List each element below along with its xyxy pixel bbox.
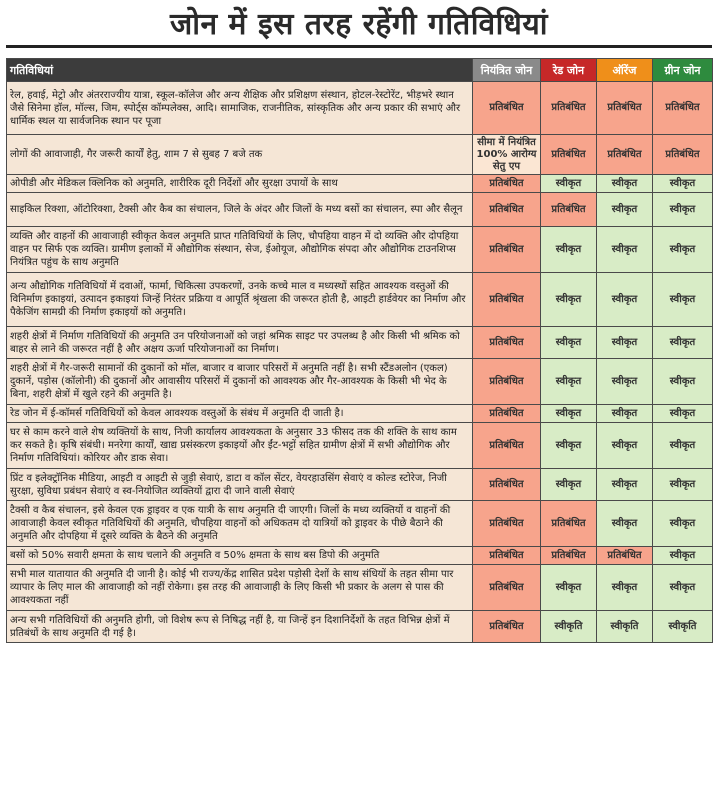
table-row	[7, 565, 713, 611]
green-zone-status: स्वीकृत	[653, 547, 713, 565]
controlled-zone-status: प्रतिबंधित	[473, 501, 541, 547]
header-orange-zone: ऑरेंज	[597, 59, 653, 82]
red-zone-status: प्रतिबंधित	[541, 193, 597, 227]
green-zone-status: स्वीकृत	[653, 193, 713, 227]
controlled-zone-status: प्रतिबंधित	[473, 327, 541, 359]
table-row	[7, 135, 713, 175]
red-zone-status: स्वीकृत	[541, 423, 597, 469]
activity-cell: व्यक्ति और वाहनों की आवाजाही स्वीकृत केवल अनुमति प्राप्त गतिविधियों के लिए, चौपहिया वाहन में दो व्यक्ति और दोपहिया वाहन पर सिर्फ एक व्यक्ति। ग्रामीण इलाकों में औद्योगिक संस्थान, सेज, ईओयूज, औद्योगिक संपदा और औद्योगिक टाउनशिप्स नियंत्रित पहुंच के साथ अनुमति	[7, 227, 473, 273]
red-zone-status: स्वीकृति	[541, 611, 597, 643]
green-zone-status: स्वीकृत	[653, 469, 713, 501]
table-row	[7, 405, 713, 423]
green-zone-status: स्वीकृत	[653, 405, 713, 423]
header-green-zone: ग्रीन जोन	[653, 59, 713, 82]
header-controlled-zone: नियंत्रित जोन	[473, 59, 541, 82]
table-row	[7, 547, 713, 565]
orange-zone-status: स्वीकृत	[597, 175, 653, 193]
activity-cell: सभी माल यातायात की अनुमति दी जानी है। कोई भी राज्य/केंद्र शासित प्रदेश पड़ोसी देशों के साथ संधियों के तहत सीमा पार व्यापार के लिए माल की आवाजाही को नहीं रोकेगा। इस तरह की आवाजाही के लिए किसी भी प्रकार के अलग से पास की आवश्यकता नहीं	[7, 565, 473, 611]
controlled-zone-status: प्रतिबंधित	[473, 227, 541, 273]
table-row	[7, 273, 713, 327]
controlled-zone-status: प्रतिबंधित	[473, 359, 541, 405]
controlled-zone-status: प्रतिबंधित	[473, 469, 541, 501]
red-zone-status: स्वीकृत	[541, 175, 597, 193]
table-row	[7, 193, 713, 227]
activity-cell: रेड जोन में ई-कॉमर्स गतिविधियों को केवल आवश्यक वस्तुओं के संबंध में अनुमति दी जाती है।	[7, 405, 473, 423]
orange-zone-status: प्रतिबंधित	[597, 135, 653, 175]
green-zone-status: स्वीकृत	[653, 227, 713, 273]
red-zone-status: प्रतिबंधित	[541, 82, 597, 135]
controlled-zone-status: प्रतिबंधित	[473, 565, 541, 611]
red-zone-status: स्वीकृत	[541, 273, 597, 327]
green-zone-status: स्वीकृत	[653, 175, 713, 193]
green-zone-status: प्रतिबंधित	[653, 82, 713, 135]
orange-zone-status: स्वीकृति	[597, 611, 653, 643]
activity-cell: घर से काम करने वाले शेष व्यक्तियों के साथ, निजी कार्यालय आवश्यकता के अनुसार 33 फीसद तक की शक्ति के साथ काम कर सकते है। कृषि संबंधी। मनरेगा कार्यों, खाद्य प्रसंस्करण इकाइयों और ईंट-भट्टों सहित ग्रामीण क्षेत्रों में सभी औद्योगिक और निर्माण गतिविधियां। कोरियर और डाक सेवा।	[7, 423, 473, 469]
green-zone-status: स्वीकृत	[653, 327, 713, 359]
controlled-zone-status: प्रतिबंधित	[473, 611, 541, 643]
table-row	[7, 423, 713, 469]
green-zone-status: स्वीकृत	[653, 501, 713, 547]
orange-zone-status: स्वीकृत	[597, 469, 653, 501]
table-row	[7, 327, 713, 359]
activity-cell: ओपीडी और मेडिकल क्लिनिक को अनुमति, शारीरिक दूरी निर्देशों और सुरक्षा उपायों के साथ	[7, 175, 473, 193]
red-zone-status: स्वीकृत	[541, 327, 597, 359]
page-headline: जोन में इस तरह रहेंगी गतिविधियां	[6, 2, 712, 48]
activity-cell: साइकिल रिक्शा, ऑटोरिक्शा, टैक्सी और कैब का संचालन, जिले के अंदर और जिलों के मध्य बसों का संचालन, स्पा और सैलून	[7, 193, 473, 227]
orange-zone-status: प्रतिबंधित	[597, 547, 653, 565]
activity-cell: अन्य सभी गतिविधियों की अनुमति होगी, जो विशेष रूप से निषिद्ध नहीं है, या जिन्हें इन दिशानिर्देशों के तहत विभिन्न क्षेत्रों में प्रतिबंधों के साथ अनुमति दी गई है।	[7, 611, 473, 643]
table-row	[7, 227, 713, 273]
orange-zone-status: स्वीकृत	[597, 359, 653, 405]
red-zone-status: प्रतिबंधित	[541, 501, 597, 547]
orange-zone-status: स्वीकृत	[597, 273, 653, 327]
red-zone-status: स्वीकृत	[541, 469, 597, 501]
activity-cell: शहरी क्षेत्रों में निर्माण गतिविधियों की अनुमति उन परियोजनाओं को जहां श्रमिक साइट पर उपलब्ध है और किसी भी श्रमिक को बाहर से लाने की जरूरत नहीं है और अक्षय ऊर्जा परियोजनाओं का निर्माण।	[7, 327, 473, 359]
orange-zone-status: स्वीकृत	[597, 565, 653, 611]
table-header-row	[7, 59, 713, 82]
orange-zone-status: स्वीकृत	[597, 423, 653, 469]
controlled-zone-status: प्रतिबंधित	[473, 547, 541, 565]
activity-cell: रेल, हवाई, मेट्रो और अंतरराज्यीय यात्रा, स्कूल-कॉलेज और अन्य शैक्षिक और प्रशिक्षण संस्थान, होटल-रेस्टोरेंट, भीड़भरे स्थान जैसे सिनेमा हॉल, मॉल्स, जिम, स्पोर्ट्स कॉम्पलेक्स, आदि। सामाजिक, राजनीतिक, सांस्कृतिक और अन्य प्रकार की सभाएं और धार्मिक स्थल या सार्वजनिक स्थान पर पूजा	[7, 82, 473, 135]
table-row	[7, 469, 713, 501]
red-zone-status: स्वीकृत	[541, 565, 597, 611]
red-zone-status: स्वीकृत	[541, 405, 597, 423]
table-row	[7, 82, 713, 135]
red-zone-status: स्वीकृत	[541, 227, 597, 273]
activity-cell: बसों को 50% सवारी क्षमता के साथ चलाने की अनुमति व 50% क्षमता के साथ बस डिपो की अनुमति	[7, 547, 473, 565]
controlled-zone-status: प्रतिबंधित	[473, 193, 541, 227]
controlled-zone-status: प्रतिबंधित	[473, 423, 541, 469]
activity-cell: प्रिंट व इलेक्ट्रॉनिक मीडिया, आइटी व आइटी से जुड़ी सेवाएं, डाटा व कॉल सेंटर, वेयरहाउसिंग सेवाएं व कोल्ड स्टोरेज, निजी सुरक्षा, सुविधा प्रबंधन सेवाएं व स्व-नियोजित व्यक्तियों द्वारा दी जाने वाली सेवाएं	[7, 469, 473, 501]
green-zone-status: प्रतिबंधित	[653, 135, 713, 175]
red-zone-status: प्रतिबंधित	[541, 547, 597, 565]
orange-zone-status: स्वीकृत	[597, 227, 653, 273]
activity-cell: अन्य औद्योगिक गतिविधियों में दवाओं, फार्मा, चिकित्सा उपकरणों, उनके कच्चे माल व मध्यस्थों सहित आवश्यक वस्तुओं की विनिर्माण इकाइयां, उत्पादन इकाइयां जिन्हें निरंतर प्रक्रिया व आपूर्ति श्रृंखला की जरूरत होती है, आइटी हार्डवेयर का निर्माण और पैकेजिंग सामग्री की निर्माण इकाइयों को अनुमति।	[7, 273, 473, 327]
header-red-zone: रेड जोन	[541, 59, 597, 82]
green-zone-status: स्वीकृत	[653, 423, 713, 469]
header-activity: गतिविधियां	[7, 59, 473, 82]
activity-cell: टैक्सी व कैब संचालन, इसे केवल एक ड्राइवर व एक यात्री के साथ अनुमति दी जाएगी। जिलों के मध्य व्यक्तियों व वाहनों की आवाजाही केवल स्वीकृत गतिविधियों की अनुमति, चौपहिया वाहनों को अधिकतम दो यात्रियों को ड्राइवर के पीछे बैठाने की अनुमति और दोपहिया में दूसरे व्यक्ति के बैठने की अनुमति	[7, 501, 473, 547]
table-row	[7, 501, 713, 547]
orange-zone-status: स्वीकृत	[597, 327, 653, 359]
orange-zone-status: स्वीकृत	[597, 501, 653, 547]
green-zone-status: स्वीकृत	[653, 565, 713, 611]
orange-zone-status: स्वीकृत	[597, 193, 653, 227]
controlled-zone-status: प्रतिबंधित	[473, 175, 541, 193]
controlled-zone-status: प्रतिबंधित	[473, 273, 541, 327]
zone-activities-table	[6, 58, 713, 643]
table-row	[7, 359, 713, 405]
green-zone-status: स्वीकृति	[653, 611, 713, 643]
orange-zone-status: प्रतिबंधित	[597, 82, 653, 135]
table-row	[7, 611, 713, 643]
table-row	[7, 175, 713, 193]
controlled-zone-status: प्रतिबंधित	[473, 82, 541, 135]
red-zone-status: स्वीकृत	[541, 359, 597, 405]
controlled-zone-status: प्रतिबंधित	[473, 405, 541, 423]
green-zone-status: स्वीकृत	[653, 273, 713, 327]
controlled-zone-status: सीमा में नियंत्रित 100% आरोग्य सेतु एप	[473, 135, 541, 175]
orange-zone-status: स्वीकृत	[597, 405, 653, 423]
activity-cell: शहरी क्षेत्रों में गैर-जरूरी सामानों की दुकानों को मॉल, बाजार व बाजार परिसरों में अनुमति नहीं है। सभी स्टैंडअलोन (एकल) दुकानें, पड़ोस (कॉलोनी) की दुकानों और आवासीय परिसरों में दुकानों को आवश्यक और गैर-आवश्यक के किसी भी भेद के बिना, शहरी क्षेत्रों में खुले रहने की अनुमति है।	[7, 359, 473, 405]
activity-cell: लोगों की आवाजाही, गैर जरूरी कार्यों हेतु, शाम 7 से सुबह 7 बजे तक	[7, 135, 473, 175]
red-zone-status: प्रतिबंधित	[541, 135, 597, 175]
green-zone-status: स्वीकृत	[653, 359, 713, 405]
